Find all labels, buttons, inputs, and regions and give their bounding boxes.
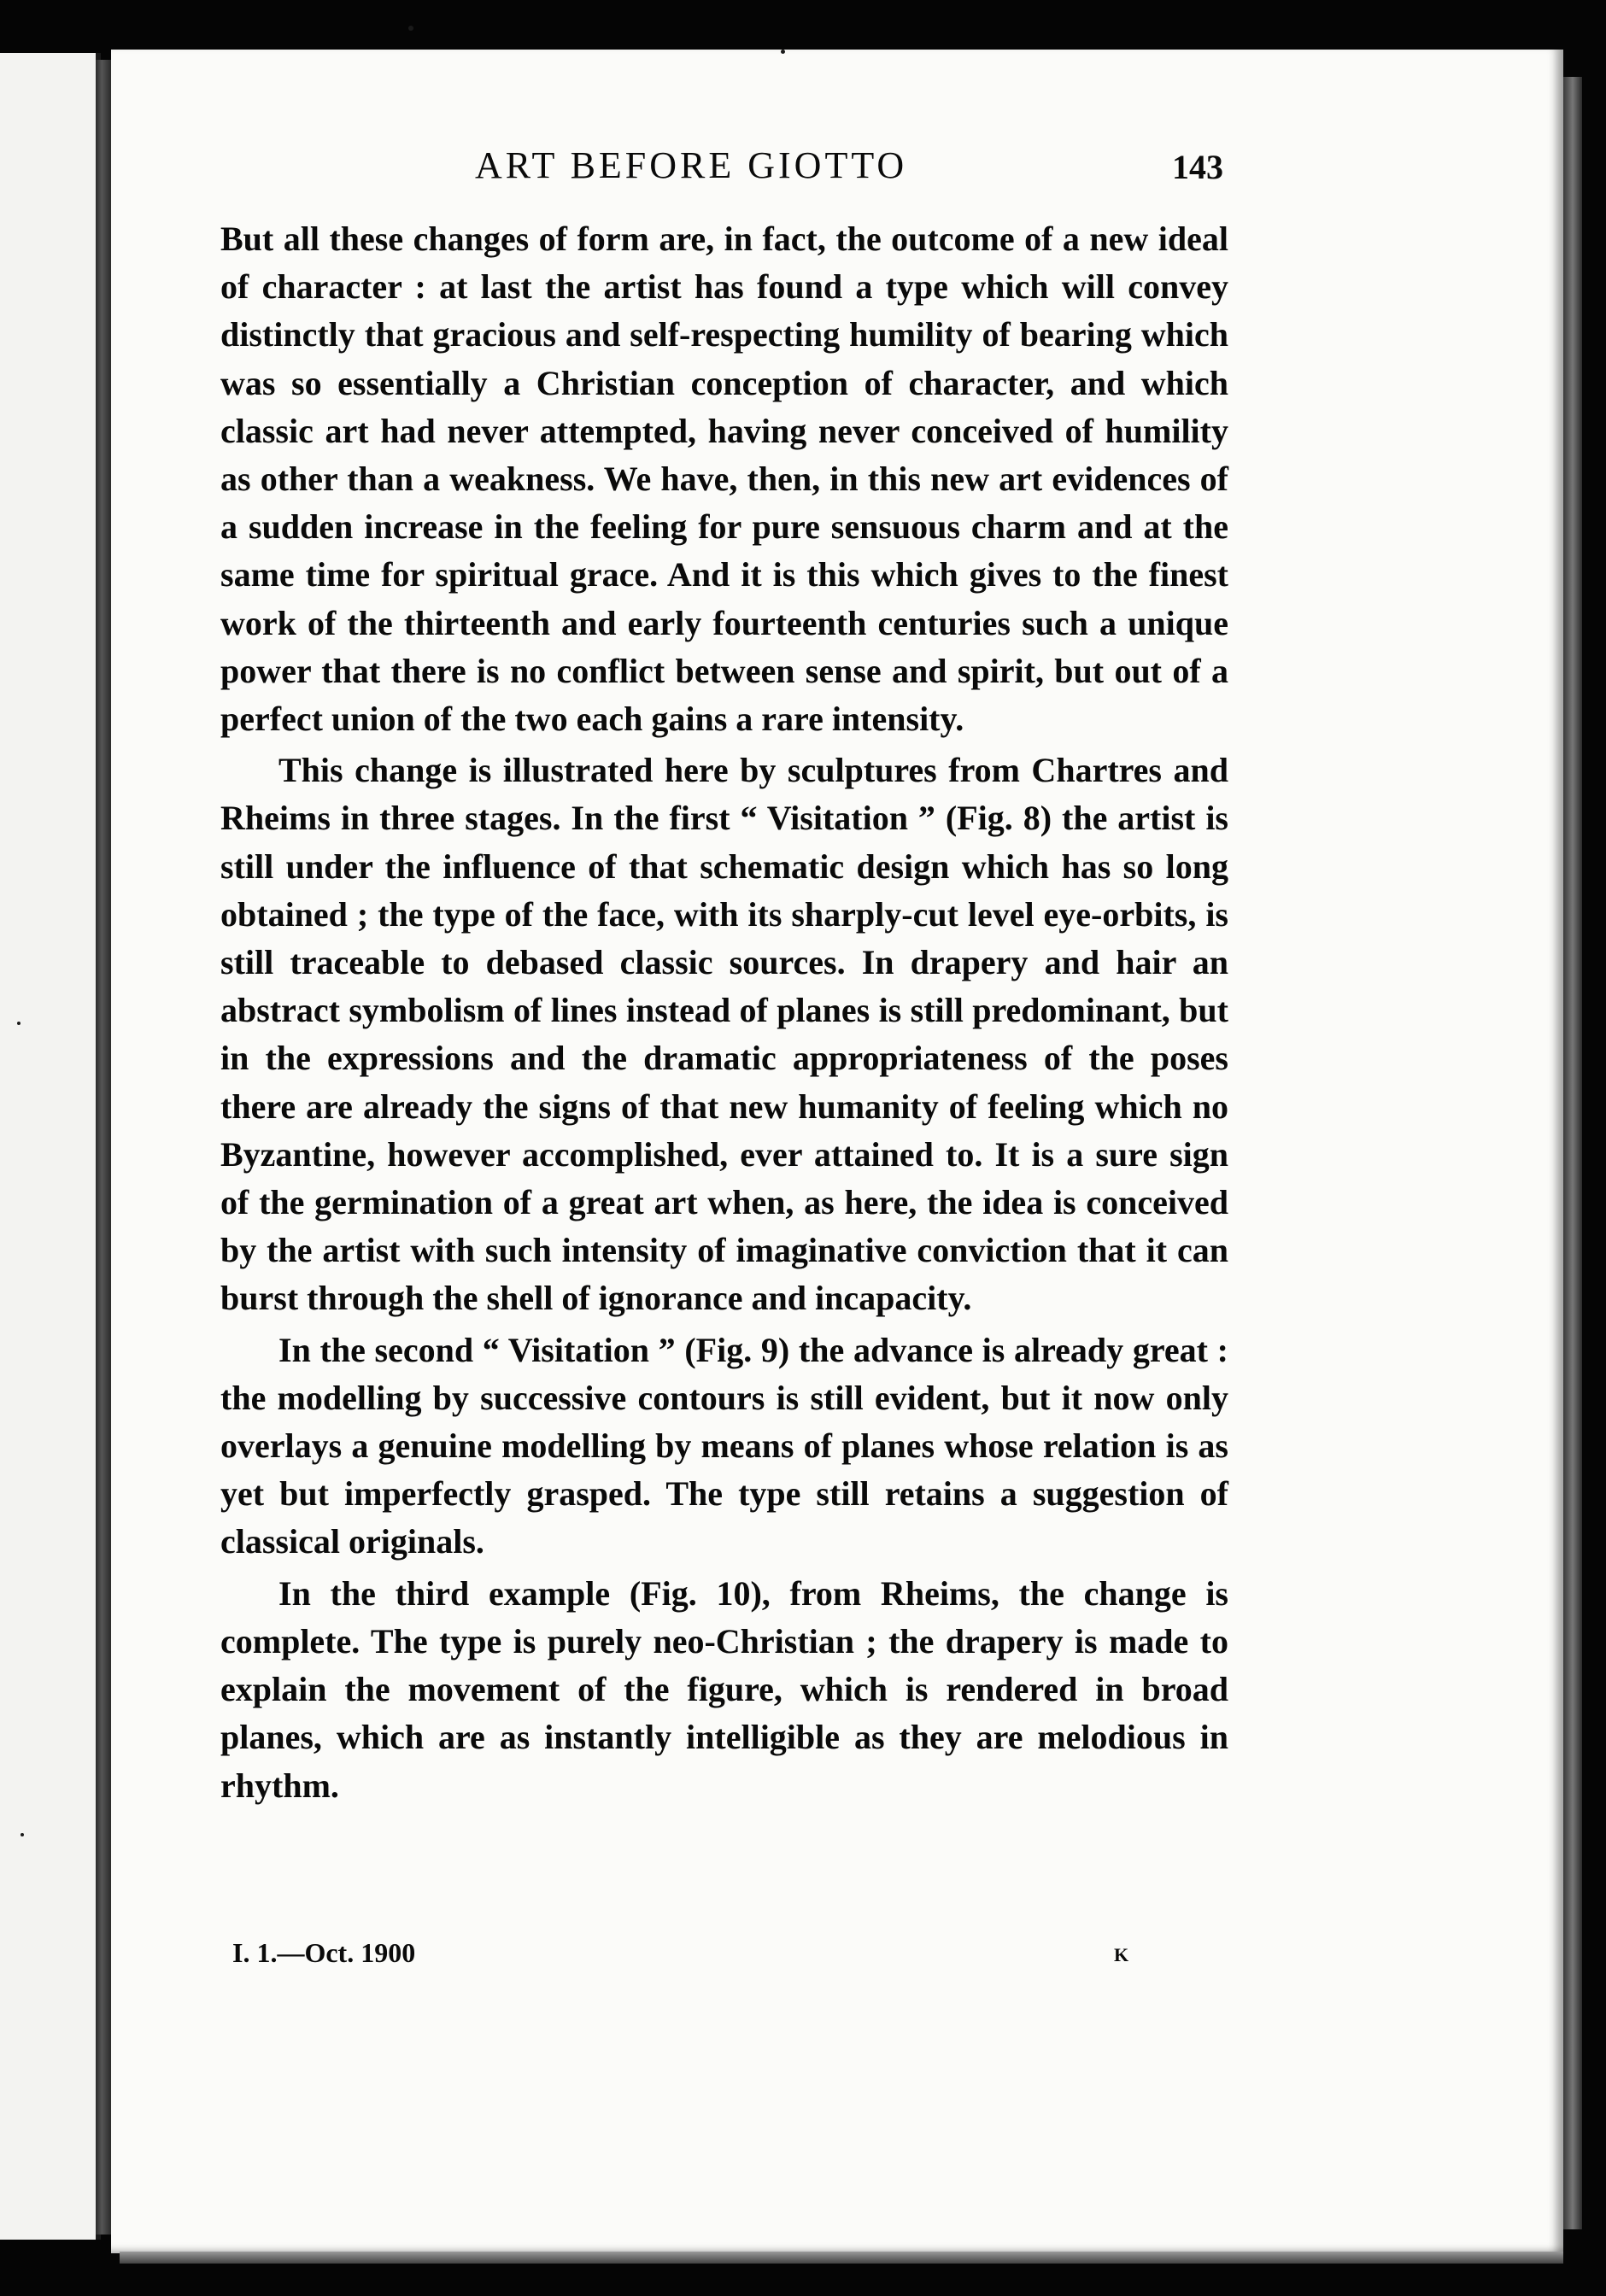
paragraph-3: In the second “ Visitation ” (Fig. 9) the advance is already great : the modelling by successive contours is still evident, but it now only overlays a genuine modelling by means of planes whose relation is as yet but imperfectly grasped. The type still retains a suggestion of classical originals. bbox=[220, 1330, 1228, 1561]
paragraph-1: But all these changes of form are, in fact, the outcome of a new ideal of character : at last the artist has found a type which will convey distinctly that gracious and self-respecting humility of bearing which was so essentially a Christian conception of character, and which classic art had never attempted, having never conceived of humility as other than a weakness. We have, then, in this new art evidences of a sudden increase in the feeling for pure sensuous charm and at the same time for spiritual grace. And it is this which gives to the finest work of the thirteenth and early fourteenth centuries such a unique power that there is no conflict between sense and spirit, but out of a perfect union of the two each gains a rare intensity. bbox=[220, 220, 1228, 739]
running-header bbox=[111, 144, 1563, 195]
page-fore-edge bbox=[1563, 77, 1582, 2229]
facing-page-margin bbox=[0, 53, 101, 2240]
dust-speck bbox=[781, 50, 785, 54]
page-bottom-edge bbox=[120, 2252, 1563, 2264]
book-gutter bbox=[96, 60, 111, 2234]
paragraph-2: This change is illustrated here by sculptures from Chartres and Rheims in three stages. In the first “ Visitation ” (Fig. 8) the artist is still under the influence of that schematic design which has so long obtained ; the type of the face, with its sharply-cut level eye-orbits, is still traceable to debased classic sources. In drapery and hair an abstract symbolism of lines instead of planes is still predominant, but in the expressions and the dramatic appropriateness of the poses there are already the signs of that new humanity of feeling which no Byzantine, however accomplished, ever attained to. It is a sure sign of the germination of a great art when, as here, the idea is conceived by the artist with such intensity of imaginative conviction that it can burst through the shell of ignorance and incapacity. bbox=[220, 751, 1228, 1318]
page-footer bbox=[232, 1937, 1138, 1980]
dust-speck bbox=[408, 26, 413, 31]
running-title: ART BEFORE GIOTTO bbox=[475, 144, 908, 186]
body-text bbox=[220, 215, 1228, 1813]
paragraph-4: In the third example (Fig. 10), from Rheims, the change is complete. The type is purely neo-Christian ; the drapery is made to explain the movement of the figure, which is rendered in broad planes, which are as instantly intelligible as they are melodious in rhythm. bbox=[220, 1573, 1228, 1805]
signature-mark: K bbox=[1114, 1944, 1129, 1965]
dust-speck bbox=[17, 1022, 21, 1025]
dust-speck bbox=[21, 1833, 24, 1836]
signature-line: I. 1.—Oct. 1900 bbox=[232, 1937, 416, 1968]
page-number: 143 bbox=[1172, 148, 1223, 186]
